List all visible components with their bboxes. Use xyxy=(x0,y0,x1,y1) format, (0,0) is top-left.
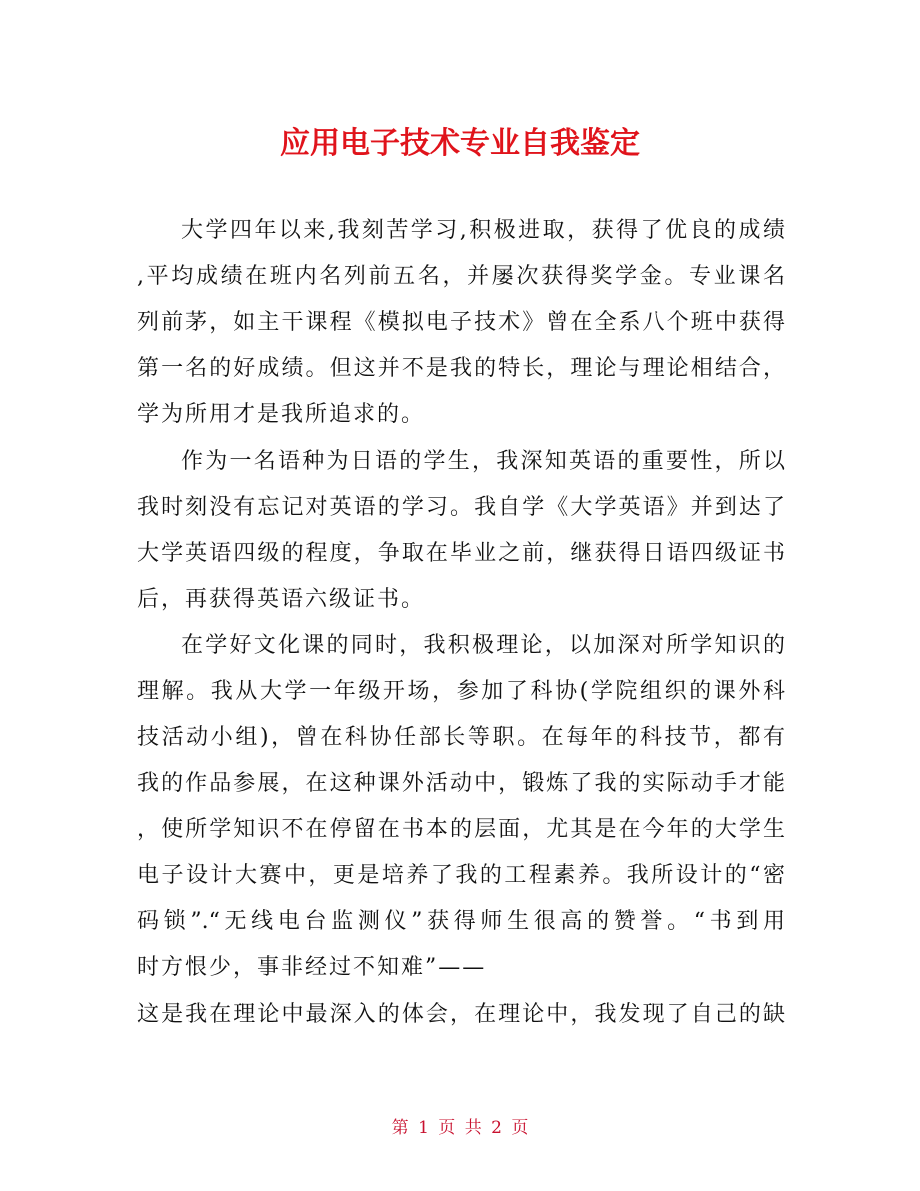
text-line: 码锁”.“无线电台监测仪”获得师生很高的赞誉。“书到用 xyxy=(137,909,785,934)
text-line: 电子设计大赛中，更是培养了我的工程素养。我所设计的“密 xyxy=(137,863,785,888)
text-line: 我时刻没有忘记对英语的学习。我自学《大学英语》并到达了 xyxy=(137,495,785,520)
text-line: 我的作品参展，在这种课外活动中，锻炼了我的实际动手才能 xyxy=(137,771,785,796)
text-line: 大学四年以来,我刻苦学习,积极进取，获得了优良的成绩 xyxy=(181,218,785,243)
text-line: 第一名的好成绩。但这并不是我的特长，理论与理论相结合， xyxy=(137,356,785,381)
text-line: 作为一名语种为日语的学生，我深知英语的重要性，所以 xyxy=(181,449,785,474)
document-title: 应用电子技术专业自我鉴定 xyxy=(280,126,640,161)
text-line: 列前茅，如主干课程《模拟电子技术》曾在全系八个班中获得 xyxy=(137,310,785,335)
page-number-footer: 第 1 页 共 2 页 xyxy=(391,1118,529,1138)
text-line: 理解。我从大学一年级开场，参加了科协(学院组织的课外科 xyxy=(137,679,785,704)
text-line: ，使所学知识不在停留在书本的层面，尤其是在今年的大学生 xyxy=(137,817,785,842)
text-line: 时方恨少，事非经过不知难”—— xyxy=(137,955,487,980)
text-line: 学为所用才是我所追求的。 xyxy=(137,402,426,427)
text-line: 技活动小组)，曾在科协任部长等职。在每年的科技节，都有 xyxy=(137,725,785,750)
text-line: 后，再获得英语六级证书。 xyxy=(137,587,426,612)
text-line: 大学英语四级的程度，争取在毕业之前，继获得日语四级证书 xyxy=(137,541,785,566)
text-line: ,平均成绩在班内名列前五名，并屡次获得奖学金。专业课名 xyxy=(137,264,785,289)
text-line: 在学好文化课的同时，我积极理论，以加深对所学知识的 xyxy=(181,633,785,658)
text-line: 这是我在理论中最深入的体会，在理论中，我发现了自己的缺 xyxy=(137,1002,785,1027)
